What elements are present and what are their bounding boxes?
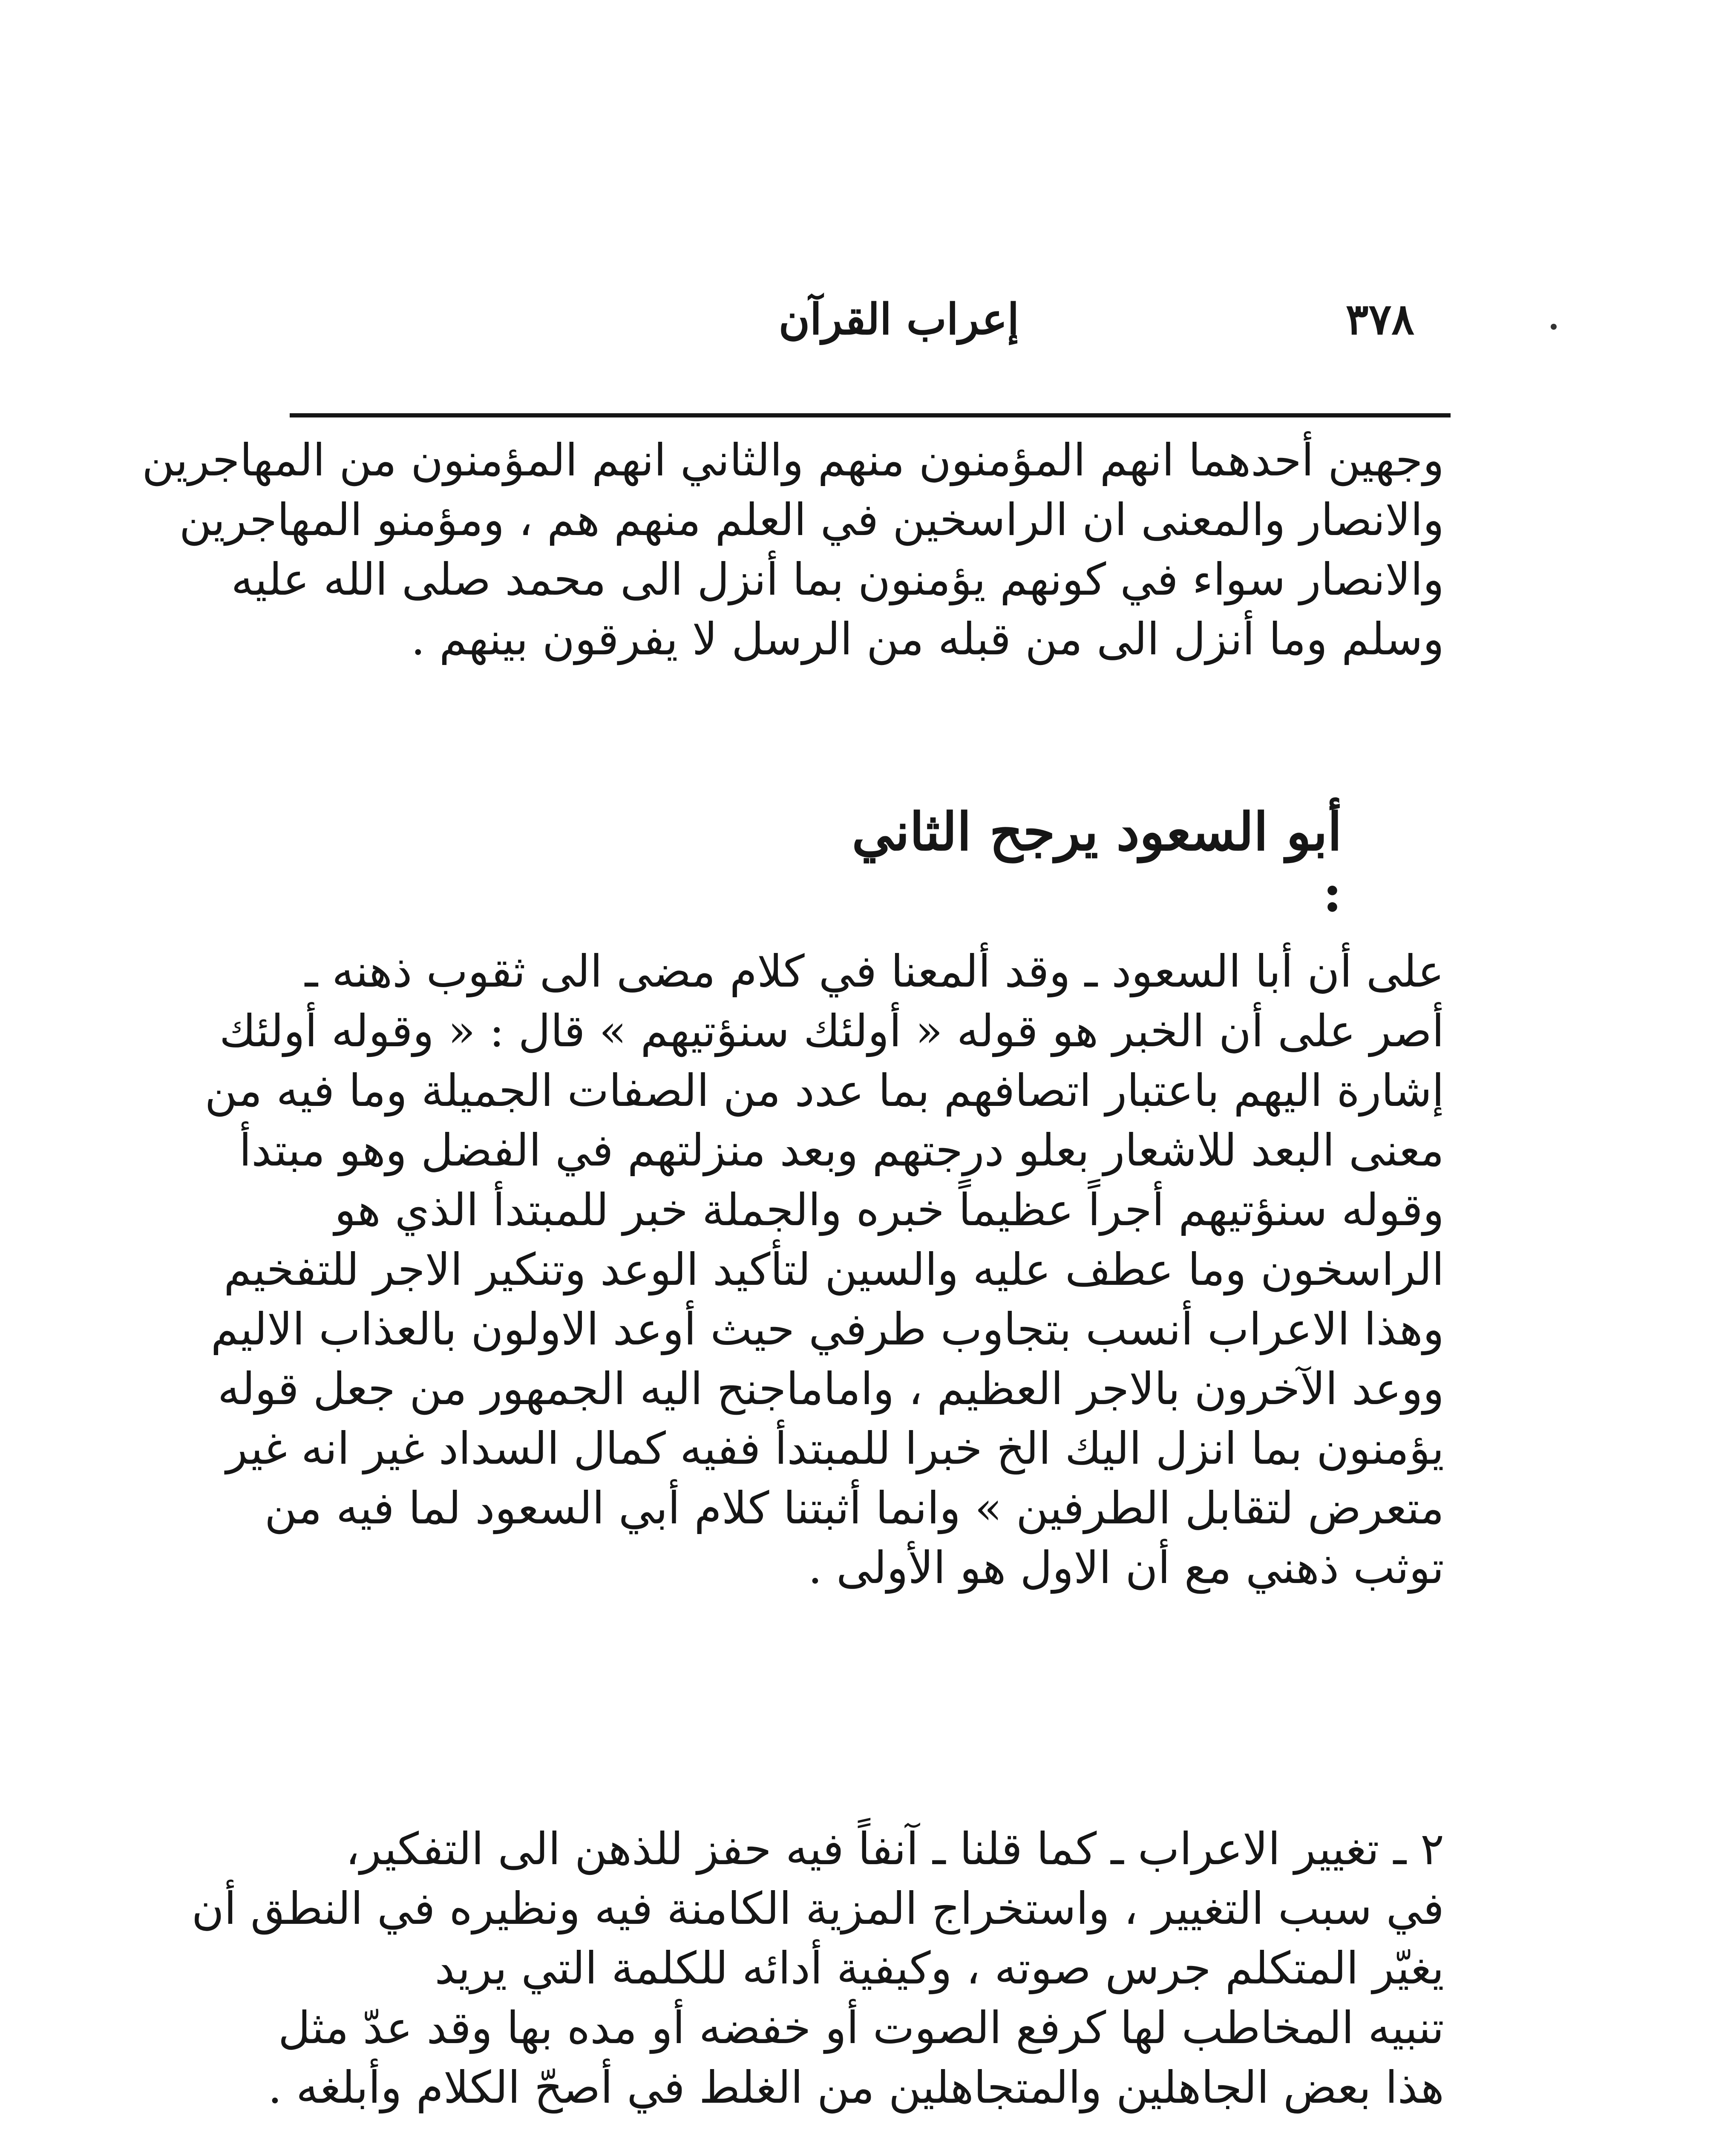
paragraph-2 (204, 941, 1444, 1598)
text-line: وقوله سنؤتيهم أجراً عظيماً خبره والجملة خبر للمبتدأ الذي هو (334, 1184, 1444, 1236)
page-number: ٣٧٨ (1345, 294, 1414, 344)
text-line: هذا بعض الجاهلين والمتجاهلين من الغلط في أصحّ الكلام وأبلغه . (268, 2061, 1444, 2113)
text-line: يؤمنون بما انزل اليك الخ خبرا للمبتدأ ففيه كمال السداد غير انه غير (226, 1422, 1444, 1474)
text-line: ووعد الآخرون بالاجر العظيم ، واماماجنح اليه الجمهور من جعل قوله (217, 1363, 1444, 1415)
page-header (290, 294, 1431, 354)
text-line: معنى البعد للاشعار بعلو درجتهم وبعد منزلتهم في الفضل وهو مبتدأ (239, 1124, 1444, 1176)
text-line: على أن أبا السعود ـ وقد ألمعنا في كلام مضى الى ثقوب ذهنه ـ (305, 945, 1444, 997)
text-line: في سبب التغيير ، واستخراج المزية الكامنة فيه ونظيره في النطق أن (191, 1882, 1444, 1934)
text-line: تنبيه المخاطب لها كرفع الصوت أو خفضه أو مده بها وقد عدّ مثل (278, 2002, 1444, 2054)
text-line: والانصار والمعنى ان الراسخين في العلم منهم هم ، ومؤمنو المهاجرين (179, 494, 1444, 546)
text-line: يغيّر المتكلم جرس صوته ، وكيفية أدائه للكلمة التي يريد (435, 1942, 1444, 1994)
scan-speck (1551, 324, 1557, 330)
text-line: والانصار سواء في كونهم يؤمنون بما أنزل الى محمد صلى الله عليه (231, 553, 1444, 605)
text-line: الراسخون وما عطف عليه والسين لتأكيد الوعد وتنكير الاجر للتفخيم (224, 1243, 1444, 1295)
text-line: ٢ ـ تغيير الاعراب ـ كما قلنا ـ آنفاً فيه حفز للذهن الى التفكير، (345, 1823, 1444, 1875)
text-line: وهذا الاعراب أنسب بتجاوب طرفي حيث أوعد الاولون بالعذاب الاليم (210, 1303, 1444, 1355)
header-rule (290, 413, 1451, 417)
text-line: وسلم وما أنزل الى من قبله من الرسل لا يفرقون بينهم . (411, 613, 1444, 665)
paragraph-1 (142, 430, 1444, 669)
paragraph-3 (191, 1819, 1444, 2117)
text-line: إشارة اليهم باعتبار اتصافهم بما عدد من الصفات الجميلة وما فيه من (204, 1065, 1444, 1117)
text-line: توثب ذهني مع أن الاول هو الأولى . (808, 1542, 1444, 1594)
text-line: متعرض لتقابل الطرفين » وانما أثبتنا كلام أبي السعود لما فيه من (264, 1482, 1444, 1534)
text-line: أصر على أن الخبر هو قوله « أولئك سنؤتيهم » قال : « وقوله أولئك (219, 1005, 1444, 1057)
section-heading: أبو السعود يرجح الثاني : (852, 801, 1342, 924)
text-line: وجهين أحدهما انهم المؤمنون منهم والثاني انهم المؤمنون من المهاجرين (142, 434, 1444, 486)
running-title: إعراب القرآن (778, 294, 1019, 344)
